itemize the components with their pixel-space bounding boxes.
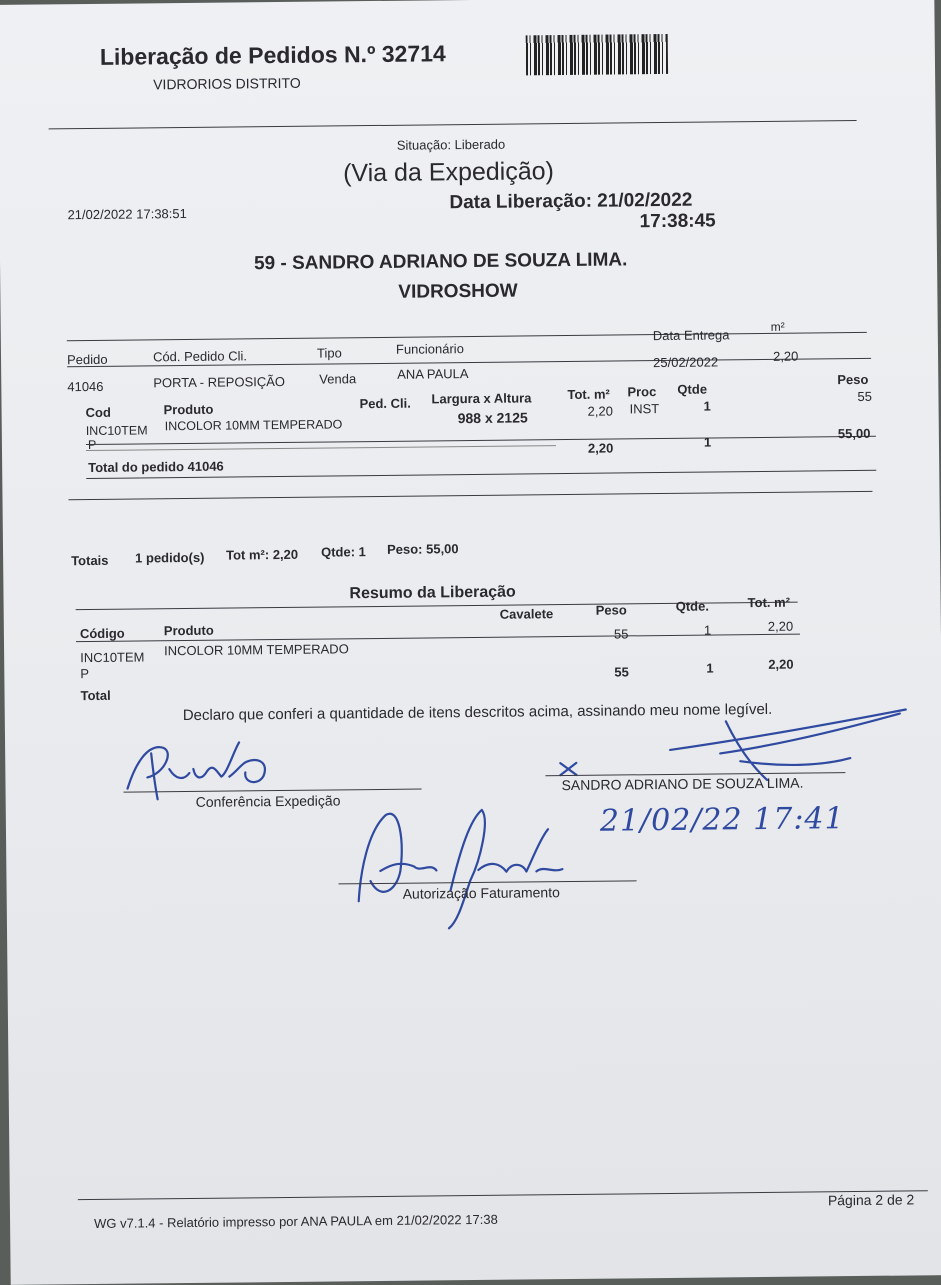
client-trade-name: VIDROSHOW: [398, 280, 518, 303]
summary-total-qtde: 1: [706, 660, 714, 676]
col-pedido: Pedido: [66, 351, 108, 368]
item-produto: INCOLOR 10MM TEMPERADO: [164, 417, 343, 434]
col-qtde: Qtde: [677, 381, 708, 397]
col-m2: m²: [770, 319, 785, 334]
copy-label: (Via da Expedição): [342, 157, 555, 188]
order-total-tot-m2: 2,20: [587, 440, 614, 456]
item-tot-m2: 2,20: [587, 403, 614, 419]
order-m2: 2,20: [772, 348, 799, 364]
col-data-entrega: Data Entrega: [652, 327, 730, 344]
order-table-bottom-border: [69, 491, 873, 500]
order-pedido: 41046: [67, 378, 104, 395]
summary-col-cavalete: Cavalete: [499, 606, 554, 622]
order-table-top-border: [67, 332, 867, 341]
totals-peso: Peso: 55,00: [386, 541, 459, 557]
client-name: 59 - SANDRO ADRIANO DE SOUZA LIMA.: [253, 249, 628, 275]
handwritten-date: 21/02/22 17:41: [599, 801, 845, 839]
declaration-text: Declaro que conferi a quantidade de itens descritos acima, assinando meu nome legível.: [182, 700, 773, 725]
summary-col-codigo: Código: [79, 625, 125, 642]
order-total-peso: 55,00: [837, 425, 871, 442]
summary-col-tot-m2: Tot. m²: [747, 594, 791, 611]
summary-col-produto: Produto: [163, 622, 214, 639]
summary-total-label: Total: [80, 687, 111, 704]
release-time: 17:38:45: [639, 210, 716, 233]
col-peso: Peso: [837, 371, 869, 388]
order-total-label: Total do pedido 41046: [88, 458, 224, 476]
order-funcionario: ANA PAULA: [397, 366, 469, 382]
item-cod-suffix: P: [87, 437, 97, 453]
order-cod-pedido-cli: PORTA - REPOSIÇÃO: [153, 373, 286, 391]
summary-total-tot-m2: 2,20: [768, 656, 794, 672]
summary-row-produto: INCOLOR 10MM TEMPERADO: [164, 641, 349, 659]
col-cod-pedido-cli: Cód. Pedido Cli.: [152, 348, 248, 365]
footer-printed-by: WG v7.1.4 - Relatório impresso por ANA PAULA em 21/02/2022 17:38: [94, 1211, 498, 1232]
conference-label: Conferência Expedição: [195, 792, 341, 810]
summary-row-codigo: INC10TEM: [80, 649, 145, 666]
company-name: VIDRORIOS DISTRITO: [153, 74, 301, 93]
summary-row-codigo-suffix: P: [80, 666, 90, 682]
item-cod: INC10TEM: [85, 423, 148, 439]
summary-col-peso: Peso: [595, 602, 627, 618]
totals-label: Totais: [71, 552, 109, 569]
authorization-label: Autorização Faturamento: [402, 884, 560, 902]
order-data-entrega: 25/02/2022: [653, 354, 719, 371]
printed-datetime: 21/02/2022 17:38:51: [67, 205, 187, 223]
totals-tot-m2: Tot m²: 2,20: [226, 546, 299, 563]
client-signature-marks: [540, 699, 911, 783]
item-peso: 55: [857, 388, 873, 404]
client-signature-label: SANDRO ADRIANO DE SOUZA LIMA.: [561, 774, 804, 794]
item-divider: [86, 436, 876, 445]
situation-label: Situação: Liberado: [396, 136, 506, 153]
summary-total-peso: 55: [614, 664, 629, 680]
totals-pedidos: 1 pedido(s): [135, 549, 205, 566]
item-qtde: 1: [703, 398, 711, 414]
col-produto: Produto: [163, 401, 214, 418]
col-ped-cli: Ped. Cli.: [359, 395, 411, 412]
summary-row-qtde: 1: [703, 622, 712, 638]
col-tipo: Tipo: [316, 345, 342, 361]
release-date: Data Liberação: 21/02/2022: [449, 189, 693, 214]
col-funcionario: Funcionário: [395, 341, 464, 357]
conference-signature: [117, 731, 338, 813]
order-total-qtde: 1: [703, 434, 712, 450]
col-cod: Cod: [85, 404, 111, 421]
item-divider-light: [86, 445, 556, 451]
header-divider: [49, 120, 857, 129]
document-title: Liberação de Pedidos N.º 32714: [99, 40, 446, 70]
summary-row-tot-m2: 2,20: [767, 618, 794, 634]
summary-row-peso: 55: [613, 626, 629, 642]
footer-page-number: Página 2 de 2: [827, 1191, 915, 1209]
order-tipo: Venda: [319, 371, 357, 387]
footer-divider: [78, 1190, 928, 1200]
col-dimensions: Largura x Altura: [431, 390, 532, 407]
barcode: [526, 34, 668, 75]
item-proc: INST: [629, 401, 660, 417]
col-proc: Proc: [627, 384, 657, 400]
col-tot-m2: Tot. m²: [567, 386, 610, 403]
summary-title: Resumo da Liberação: [349, 583, 516, 603]
totals-qtde: Qtde: 1: [320, 544, 366, 560]
authorization-signature: [340, 799, 581, 932]
item-dimensions: 988 x 2125: [457, 409, 528, 427]
summary-col-qtde: Qtde.: [675, 598, 709, 614]
